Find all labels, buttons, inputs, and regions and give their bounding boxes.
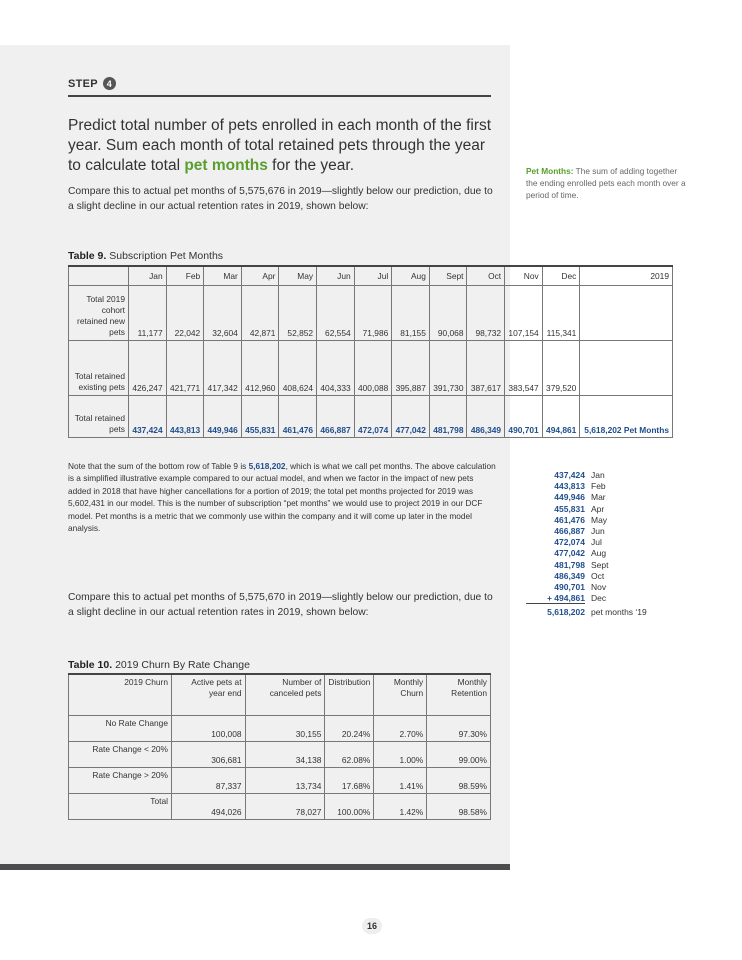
table9-cell: 408,624 (279, 341, 317, 396)
table10-cell: 1.00% (374, 742, 427, 768)
table10-row-label: Rate Change < 20% (69, 742, 172, 768)
table9-header-cell: May (279, 266, 317, 286)
sidenote (526, 165, 686, 201)
table9-cell: 417,342 (204, 341, 242, 396)
table9-cell: 71,986 (354, 286, 392, 341)
sum-row (526, 481, 686, 492)
sum-month: Aug (591, 548, 607, 559)
table9-caption (68, 250, 223, 262)
table9-row-label: Total 2019 cohort retained new pets (69, 286, 129, 341)
pet-months-sum-list (526, 470, 686, 618)
sum-month: Mar (591, 492, 606, 503)
table10-cell: 100.00% (325, 794, 374, 820)
table10-cell: 30,155 (245, 716, 325, 742)
sum-value: 461,476 (554, 514, 585, 525)
sum-row (526, 537, 686, 548)
table10-cell: 99.00% (427, 742, 491, 768)
table9-header-cell: Aug (392, 266, 430, 286)
table9-cell: 90,068 (429, 286, 467, 341)
table10-cell: 100,008 (172, 716, 246, 742)
table9-cell: 412,960 (241, 341, 279, 396)
sum-value: 455,831 (554, 503, 585, 514)
headline-part2: for the year. (267, 157, 355, 174)
table9-cell: 466,887 (317, 396, 355, 438)
table9-cell: 400,088 (354, 341, 392, 396)
table9 (68, 265, 673, 438)
sum-row (526, 515, 686, 526)
table9-caption-label: Table 9. (68, 250, 107, 262)
sum-row (526, 492, 686, 503)
sum-month: Jan (591, 470, 605, 480)
headline-highlight: pet months (184, 157, 268, 174)
table10-row-label: No Rate Change (69, 716, 172, 742)
table10-row-label: Rate Change > 20% (69, 768, 172, 794)
table9-header-cell (69, 266, 129, 286)
table9-row-label: Total retained existing pets (69, 341, 129, 396)
table10-total-row (69, 794, 491, 820)
headline (68, 116, 498, 176)
table9-cell: 449,946 (204, 396, 242, 438)
sum-value: + 494,861 (526, 593, 585, 604)
table9-cell: 81,155 (392, 286, 430, 341)
sidenote-term: Pet Months: (526, 166, 574, 176)
table9-cell: 461,476 (279, 396, 317, 438)
sum-value: 490,701 (554, 581, 585, 592)
sum-value: 481,798 (554, 559, 585, 570)
sum-row (526, 504, 686, 515)
table9-cell: 107,154 (505, 286, 543, 341)
table9-header-cell: Jul (354, 266, 392, 286)
table9-cell: 443,813 (166, 396, 204, 438)
table10-header-cell: Monthly Churn (374, 674, 427, 716)
table10-cell: 13,734 (245, 768, 325, 794)
sum-value: 449,946 (554, 492, 585, 503)
sum-month: Dec (591, 593, 607, 604)
sum-month: Apr (591, 503, 605, 514)
table9-header-cell: Dec (542, 266, 580, 286)
sum-value: 437,424 (554, 470, 585, 480)
table9-cell: 391,730 (429, 341, 467, 396)
table9-cell: 379,520 (542, 341, 580, 396)
table10-cell: 20.24% (325, 716, 374, 742)
table9-cell: 426,247 (129, 341, 167, 396)
table9-header-cell: Nov (505, 266, 543, 286)
table9-cell: 42,871 (241, 286, 279, 341)
sum-row (526, 582, 686, 593)
table9-cell: 472,074 (354, 396, 392, 438)
table9-header-cell: Apr (241, 266, 279, 286)
table9-row-label: Total retained pets (69, 396, 129, 438)
table9-cell: 481,798 (429, 396, 467, 438)
table9-cell: 62,554 (317, 286, 355, 341)
table10-header-cell: Active pets at year end (172, 674, 246, 716)
table10-cell: 1.41% (374, 768, 427, 794)
table9-cell: 421,771 (166, 341, 204, 396)
bottom-bar (0, 864, 510, 870)
sum-value: 486,349 (554, 570, 585, 581)
table9-cell: 404,333 (317, 341, 355, 396)
table9-header-cell: 2019 (580, 266, 673, 286)
table9-row (69, 286, 673, 341)
sum-month: Oct (591, 570, 605, 581)
headline-part1: Predict total number of pets enrolled in each month of the first year. Sum each month of total retained pets through the year to calculate total (68, 117, 492, 174)
sum-total-label: pet months ‘19 (591, 607, 647, 618)
table10-cell: 494,026 (172, 794, 246, 820)
table10-row-label: Total (69, 794, 172, 820)
table9-cell (580, 286, 673, 341)
table10-cell: 2.70% (374, 716, 427, 742)
table10-caption-title: 2019 Churn By Rate Change (112, 659, 250, 671)
sum-month: Jul (591, 537, 602, 548)
note-value: 5,618,202 (248, 461, 286, 471)
table9-total-row (69, 396, 673, 438)
sum-value: 443,813 (554, 481, 585, 492)
table10-cell: 87,337 (172, 768, 246, 794)
table9-cell: 11,177 (129, 286, 167, 341)
table10-header-cell: Number of canceled pets (245, 674, 325, 716)
table10-cell: 34,138 (245, 742, 325, 768)
sum-row (526, 571, 686, 582)
table9-header-cell: Feb (166, 266, 204, 286)
table10-cell: 1.42% (374, 794, 427, 820)
sum-row (526, 470, 686, 481)
step-number-badge: 4 (103, 77, 116, 90)
sum-month: May (591, 514, 608, 525)
table9-cell: 455,831 (241, 396, 279, 438)
table10-cell: 97.30% (427, 716, 491, 742)
table9-cell: 98,732 (467, 286, 505, 341)
table9-cell: 490,701 (505, 396, 543, 438)
sum-month: Jun (591, 525, 605, 536)
sum-row (526, 526, 686, 537)
table10-row (69, 742, 491, 768)
sum-total-value: 5,618,202 (547, 607, 585, 618)
table9-cell: 383,547 (505, 341, 543, 396)
sum-month: Feb (591, 481, 606, 492)
table9-cell: 32,604 (204, 286, 242, 341)
table9-caption-title: Subscription Pet Months (106, 250, 224, 262)
table9-year-total: 5,618,202 Pet Months (580, 396, 673, 438)
table10-row (69, 768, 491, 794)
sum-row (526, 593, 686, 604)
table9-cell: 477,042 (392, 396, 430, 438)
table10 (68, 673, 491, 820)
sum-row (526, 560, 686, 571)
table10-header-cell: Distribution (325, 674, 374, 716)
table9-header-cell: Jun (317, 266, 355, 286)
table9-cell: 437,424 (129, 396, 167, 438)
sum-row (526, 548, 686, 559)
table9-cell: 395,887 (392, 341, 430, 396)
note-part1: Note that the sum of the bottom row of Table 9 is (68, 461, 249, 471)
sum-month: Sept (591, 559, 609, 570)
intro-paragraph: Compare this to actual pet months of 5,575,676 in 2019—slightly below our prediction, due to a slight decline in our actual retention rates in 2019, shown below: (68, 186, 493, 212)
note-paragraph (68, 460, 498, 534)
table9-header-cell: Sept (429, 266, 467, 286)
table10-cell: 17.68% (325, 768, 374, 794)
table9-header-cell: Jan (129, 266, 167, 286)
sum-total-row (526, 607, 686, 618)
table10-header-row (69, 674, 491, 716)
table10-cell: 78,027 (245, 794, 325, 820)
sum-value: 472,074 (554, 537, 585, 548)
sidenote-text: The sum of adding together the ending enrolled pets each month over a period of time. (526, 166, 686, 200)
table9-cell: 22,042 (166, 286, 204, 341)
step-text: STEP (68, 77, 98, 90)
table10-cell: 98.59% (427, 768, 491, 794)
sum-month: Nov (591, 581, 607, 592)
compare-paragraph: Compare this to actual pet months of 5,575,670 in 2019—slightly below our prediction, due to a slight decline in our actual retention rates in 2019, shown below: (68, 592, 493, 618)
table10-cell: 98.58% (427, 794, 491, 820)
table9-cell: 494,861 (542, 396, 580, 438)
sum-value: 466,887 (554, 525, 585, 536)
table9-cell: 52,852 (279, 286, 317, 341)
table10-row (69, 716, 491, 742)
table9-header-row (69, 266, 673, 286)
table10-cell: 62.08% (325, 742, 374, 768)
step-label (68, 77, 116, 90)
table9-header-cell: Mar (204, 266, 242, 286)
table10-cell: 306,681 (172, 742, 246, 768)
table9-header-cell: Oct (467, 266, 505, 286)
table9-cell: 486,349 (467, 396, 505, 438)
page-number: 16 (362, 918, 382, 934)
table9-cell: 115,341 (542, 286, 580, 341)
note-part2: , which is what we call pet months. The above calculation is a simplified illustrative example compared to our actual model, and when we factor in the impact of new pets added in 2018 that have higher cancellations for a portion of 2019; the total pet months projected for 2019 was 5,602,431 in our model. This is the number of subscription “pet months” we would use to project 2019 in our DCF model. Pet months is a metric that we commonly use within the company and it will come up later in the model analysis. (68, 461, 496, 534)
table10-caption (68, 659, 250, 671)
table10-caption-label: Table 10. (68, 659, 113, 671)
table10-header-cell: Monthly Retention (427, 674, 491, 716)
sum-value: 477,042 (554, 548, 585, 559)
table9-cell: 387,617 (467, 341, 505, 396)
section-rule (68, 95, 491, 97)
table9-row (69, 341, 673, 396)
table10-header-cell: 2019 Churn (69, 674, 172, 716)
table9-cell (580, 341, 673, 396)
